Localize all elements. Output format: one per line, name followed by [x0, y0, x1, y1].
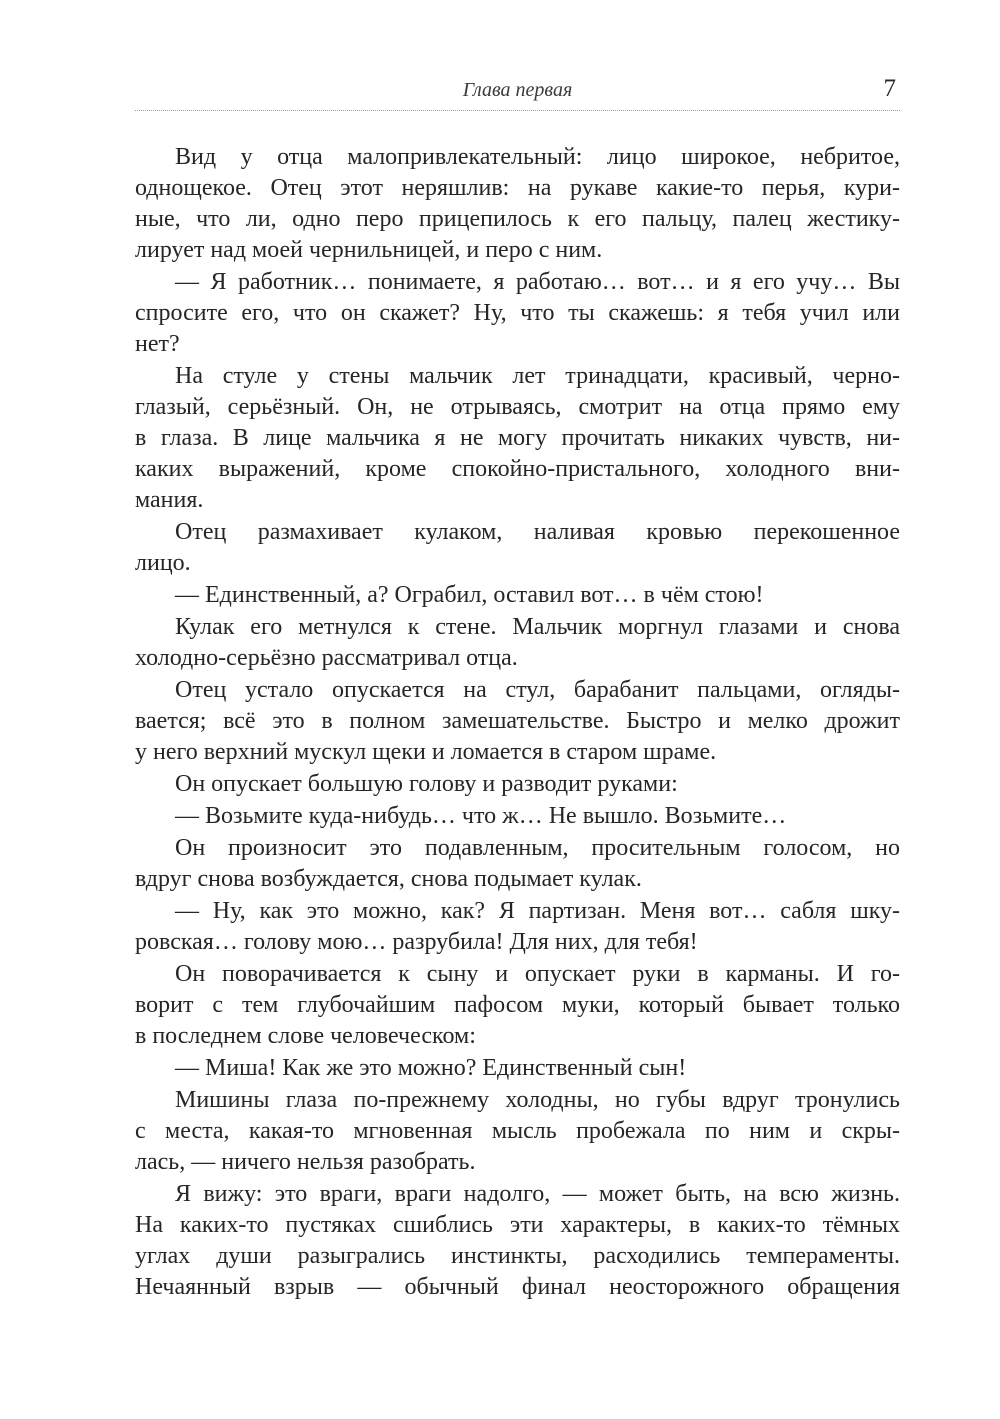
paragraph — [135, 801, 900, 832]
text-line: лирует над моей чернильницей, и перо с ним. — [135, 237, 603, 263]
text-line: мания. — [135, 487, 204, 513]
text-line: Отец устало опускается на стул, барабанит пальцами, огляды- — [175, 677, 900, 703]
paragraph — [135, 267, 900, 360]
text-line: Он поворачивается к сыну и опускает руки в карманы. И го- — [175, 961, 900, 987]
text-line: с места, какая-то мгновенная мысль пробежала по ним и скры- — [135, 1118, 900, 1144]
paragraph — [135, 580, 900, 611]
paragraph — [135, 361, 900, 516]
chapter-title: Глава первая — [462, 79, 573, 101]
text-line: На стуле у стены мальчик лет тринадцати, красивый, черно- — [175, 363, 900, 389]
text-line: ворит с тем глубочайшим пафосом муки, который бывает только — [135, 992, 900, 1018]
paragraph — [135, 959, 900, 1052]
text-line: Я вижу: это враги, враги надолго, — может быть, на всю жизнь. — [175, 1181, 900, 1207]
text-line: Отец размахивает кулаком, наливая кровью перекошенное — [175, 519, 900, 545]
text-line: однощекое. Отец этот неряшлив: на рукаве какие-то перья, кури- — [135, 175, 900, 201]
text-line: — Единственный, а? Ограбил, оставил вот… в чём стою! — [175, 582, 764, 608]
text-line: в глаза. В лице мальчика я не могу прочитать никаких чувств, ни- — [135, 425, 900, 451]
text-line: ровская… голову мою… разрубила! Для них, для тебя! — [135, 929, 698, 955]
text-line: — Возьмите куда-нибудь… что ж… Не вышло. Возьмите… — [175, 803, 787, 829]
text-line: углах души разыгрались инстинкты, расходились темпераменты. — [135, 1243, 900, 1269]
text-line: холодно-серьёзно рассматривал отца. — [135, 645, 518, 671]
text-line: глазый, серьёзный. Он, не отрываясь, смотрит на отца прямо ему — [135, 394, 900, 420]
paragraph — [135, 833, 900, 895]
paragraph — [135, 675, 900, 768]
paragraph — [135, 1053, 900, 1084]
text-line: нет? — [135, 331, 180, 357]
text-line: Кулак его метнулся к стене. Мальчик моргнул глазами и снова — [175, 614, 900, 640]
paragraph — [135, 142, 900, 266]
text-line: лась, — ничего нельзя разобрать. — [135, 1149, 476, 1175]
text-line: Вид у отца малопривлекательный: лицо широкое, небритое, — [175, 144, 900, 170]
text-line: вдруг снова возбуждается, снова подымает кулак. — [135, 866, 642, 892]
text-line: Он произносит это подавленным, просительным голосом, но — [175, 835, 900, 861]
text-line: — Я работник… понимаете, я работаю… вот… и я его учу… Вы — [175, 269, 900, 295]
text-line: у него верхний мускул щеки и ломается в старом шраме. — [135, 739, 717, 765]
text-line: Мишины глаза по-прежнему холодны, но губы вдруг тронулись — [175, 1087, 900, 1113]
paragraph — [135, 1085, 900, 1178]
text-line: каких выражений, кроме спокойно-пристального, холодного вни- — [135, 456, 900, 482]
page-number: 7 — [883, 75, 896, 102]
body-text — [135, 142, 900, 1304]
text-line: — Ну, как это можно, как? Я партизан. Меня вот… сабля шку- — [175, 898, 900, 924]
text-line: На каких-то пустяках сшиблись эти характеры, в каких-то тёмных — [135, 1212, 900, 1238]
paragraph — [135, 612, 900, 674]
paragraph — [135, 769, 900, 800]
paragraph — [135, 517, 900, 579]
text-line: Он опускает большую голову и разводит руками: — [175, 771, 678, 797]
text-line: — Миша! Как же это можно? Единственный сын! — [175, 1055, 687, 1081]
paragraph — [135, 896, 900, 958]
paragraph — [135, 1179, 900, 1303]
header-rule — [135, 110, 900, 111]
running-header — [135, 76, 900, 104]
text-line: лицо. — [135, 550, 191, 576]
text-line: Нечаянный взрыв — обычный финал неосторожного обращения — [135, 1274, 900, 1300]
text-line: вается; всё это в полном замешательстве. Быстро и мелко дрожит — [135, 708, 900, 734]
text-line: спросите его, что он скажет? Ну, что ты скажешь: я тебя учил или — [135, 300, 900, 326]
text-line: ные, что ли, одно перо прицепилось к его пальцу, палец жестику- — [135, 206, 900, 232]
text-line: в последнем слове человеческом: — [135, 1023, 476, 1049]
